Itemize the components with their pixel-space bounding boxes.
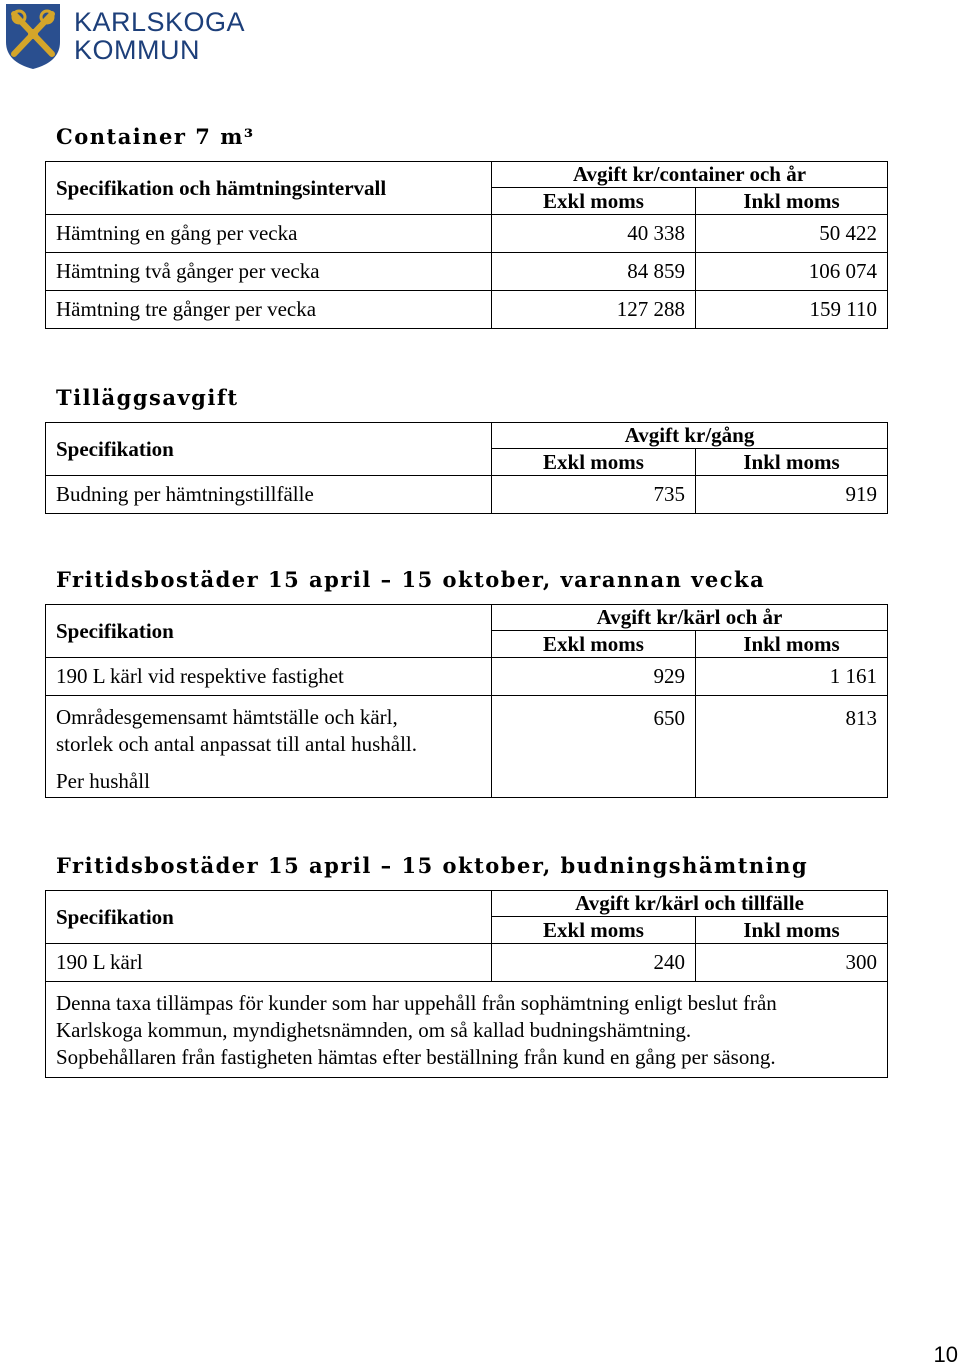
group-header: Avgift kr/kärl och år bbox=[492, 605, 888, 631]
col-header-exkl: Exkl moms bbox=[492, 449, 696, 476]
table-row bbox=[46, 944, 888, 982]
table-row bbox=[46, 215, 888, 253]
row-inkl: 159 110 bbox=[696, 291, 888, 329]
row-exkl: 84 859 bbox=[492, 253, 696, 291]
karlskoga-logo bbox=[4, 2, 244, 72]
note-cell bbox=[46, 982, 888, 1078]
table-container-fees bbox=[45, 161, 888, 329]
group-header: Avgift kr/kärl och tillfälle bbox=[492, 891, 888, 917]
page-number: 10 bbox=[933, 1342, 958, 1367]
col-header-inkl: Inkl moms bbox=[696, 449, 888, 476]
row-inkl: 919 bbox=[696, 476, 888, 514]
row-exkl: 40 338 bbox=[492, 215, 696, 253]
row-exkl: 127 288 bbox=[492, 291, 696, 329]
logo-line-2: KOMMUN bbox=[74, 35, 200, 65]
col-header-inkl: Inkl moms bbox=[696, 631, 888, 658]
spec-header: Specifikation bbox=[46, 891, 492, 944]
col-header-exkl: Exkl moms bbox=[492, 631, 696, 658]
col-header-inkl: Inkl moms bbox=[696, 188, 888, 215]
section-title-tillaggsavgift: Tilläggsavgift bbox=[56, 385, 239, 410]
table-row bbox=[46, 253, 888, 291]
row-label: Hämtning en gång per vecka bbox=[46, 215, 492, 253]
row-exkl: 929 bbox=[492, 658, 696, 696]
row-inkl: 300 bbox=[696, 944, 888, 982]
row-label: Budning per hämtningstillfälle bbox=[46, 476, 492, 514]
row-label-line: Områdesgemensamt hämtställe och kärl, bbox=[56, 705, 398, 729]
spec-header: Specifikation bbox=[46, 423, 492, 476]
group-header: Avgift kr/container och år bbox=[492, 162, 888, 188]
section-title-fritid-varannan: Fritidsbostäder 15 april – 15 oktober, varannan vecka bbox=[56, 567, 766, 592]
table-fritid-budning bbox=[45, 890, 888, 1078]
logo-line-1: KARLSKOGA bbox=[74, 7, 246, 37]
coat-of-arms-icon bbox=[4, 2, 62, 70]
section-title-container: Container 7 m³ bbox=[56, 124, 255, 149]
row-label: 190 L kärl bbox=[46, 944, 492, 982]
row-inkl: 1 161 bbox=[696, 658, 888, 696]
table-row bbox=[46, 696, 888, 798]
row-exkl: 240 bbox=[492, 944, 696, 982]
row-label-line: storlek och antal anpassat till antal hushåll. bbox=[56, 732, 417, 756]
row-inkl: 813 bbox=[696, 696, 888, 798]
table-row bbox=[46, 476, 888, 514]
row-inkl: 50 422 bbox=[696, 215, 888, 253]
col-header-inkl: Inkl moms bbox=[696, 917, 888, 944]
table-extra-fees bbox=[45, 422, 888, 514]
logo-text bbox=[74, 8, 245, 64]
row-label-multiline bbox=[46, 696, 492, 798]
spec-header: Specifikation och hämtningsintervall bbox=[46, 162, 492, 215]
note-line: Karlskoga kommun, myndighetsnämnden, om så kallad budningshämtning. bbox=[56, 1018, 692, 1042]
table-row bbox=[46, 982, 888, 1078]
col-header-exkl: Exkl moms bbox=[492, 917, 696, 944]
group-header: Avgift kr/gång bbox=[492, 423, 888, 449]
col-header-exkl: Exkl moms bbox=[492, 188, 696, 215]
table-row bbox=[46, 291, 888, 329]
note-line: Denna taxa tillämpas för kunder som har uppehåll från sophämtning enligt beslut från bbox=[56, 991, 777, 1015]
table-fritid-varannan bbox=[45, 604, 888, 798]
note-line: Sopbehållaren från fastigheten hämtas efter beställning från kund en gång per säsong. bbox=[56, 1045, 776, 1069]
row-label: Hämtning tre gånger per vecka bbox=[46, 291, 492, 329]
row-label: Hämtning två gånger per vecka bbox=[46, 253, 492, 291]
row-exkl: 735 bbox=[492, 476, 696, 514]
spec-header: Specifikation bbox=[46, 605, 492, 658]
section-title-fritid-budning: Fritidsbostäder 15 april – 15 oktober, budningshämtning bbox=[56, 853, 809, 878]
table-row bbox=[46, 658, 888, 696]
row-label: 190 L kärl vid respektive fastighet bbox=[46, 658, 492, 696]
row-exkl: 650 bbox=[492, 696, 696, 798]
row-inkl: 106 074 bbox=[696, 253, 888, 291]
row-label-line: Per hushåll bbox=[56, 769, 150, 793]
